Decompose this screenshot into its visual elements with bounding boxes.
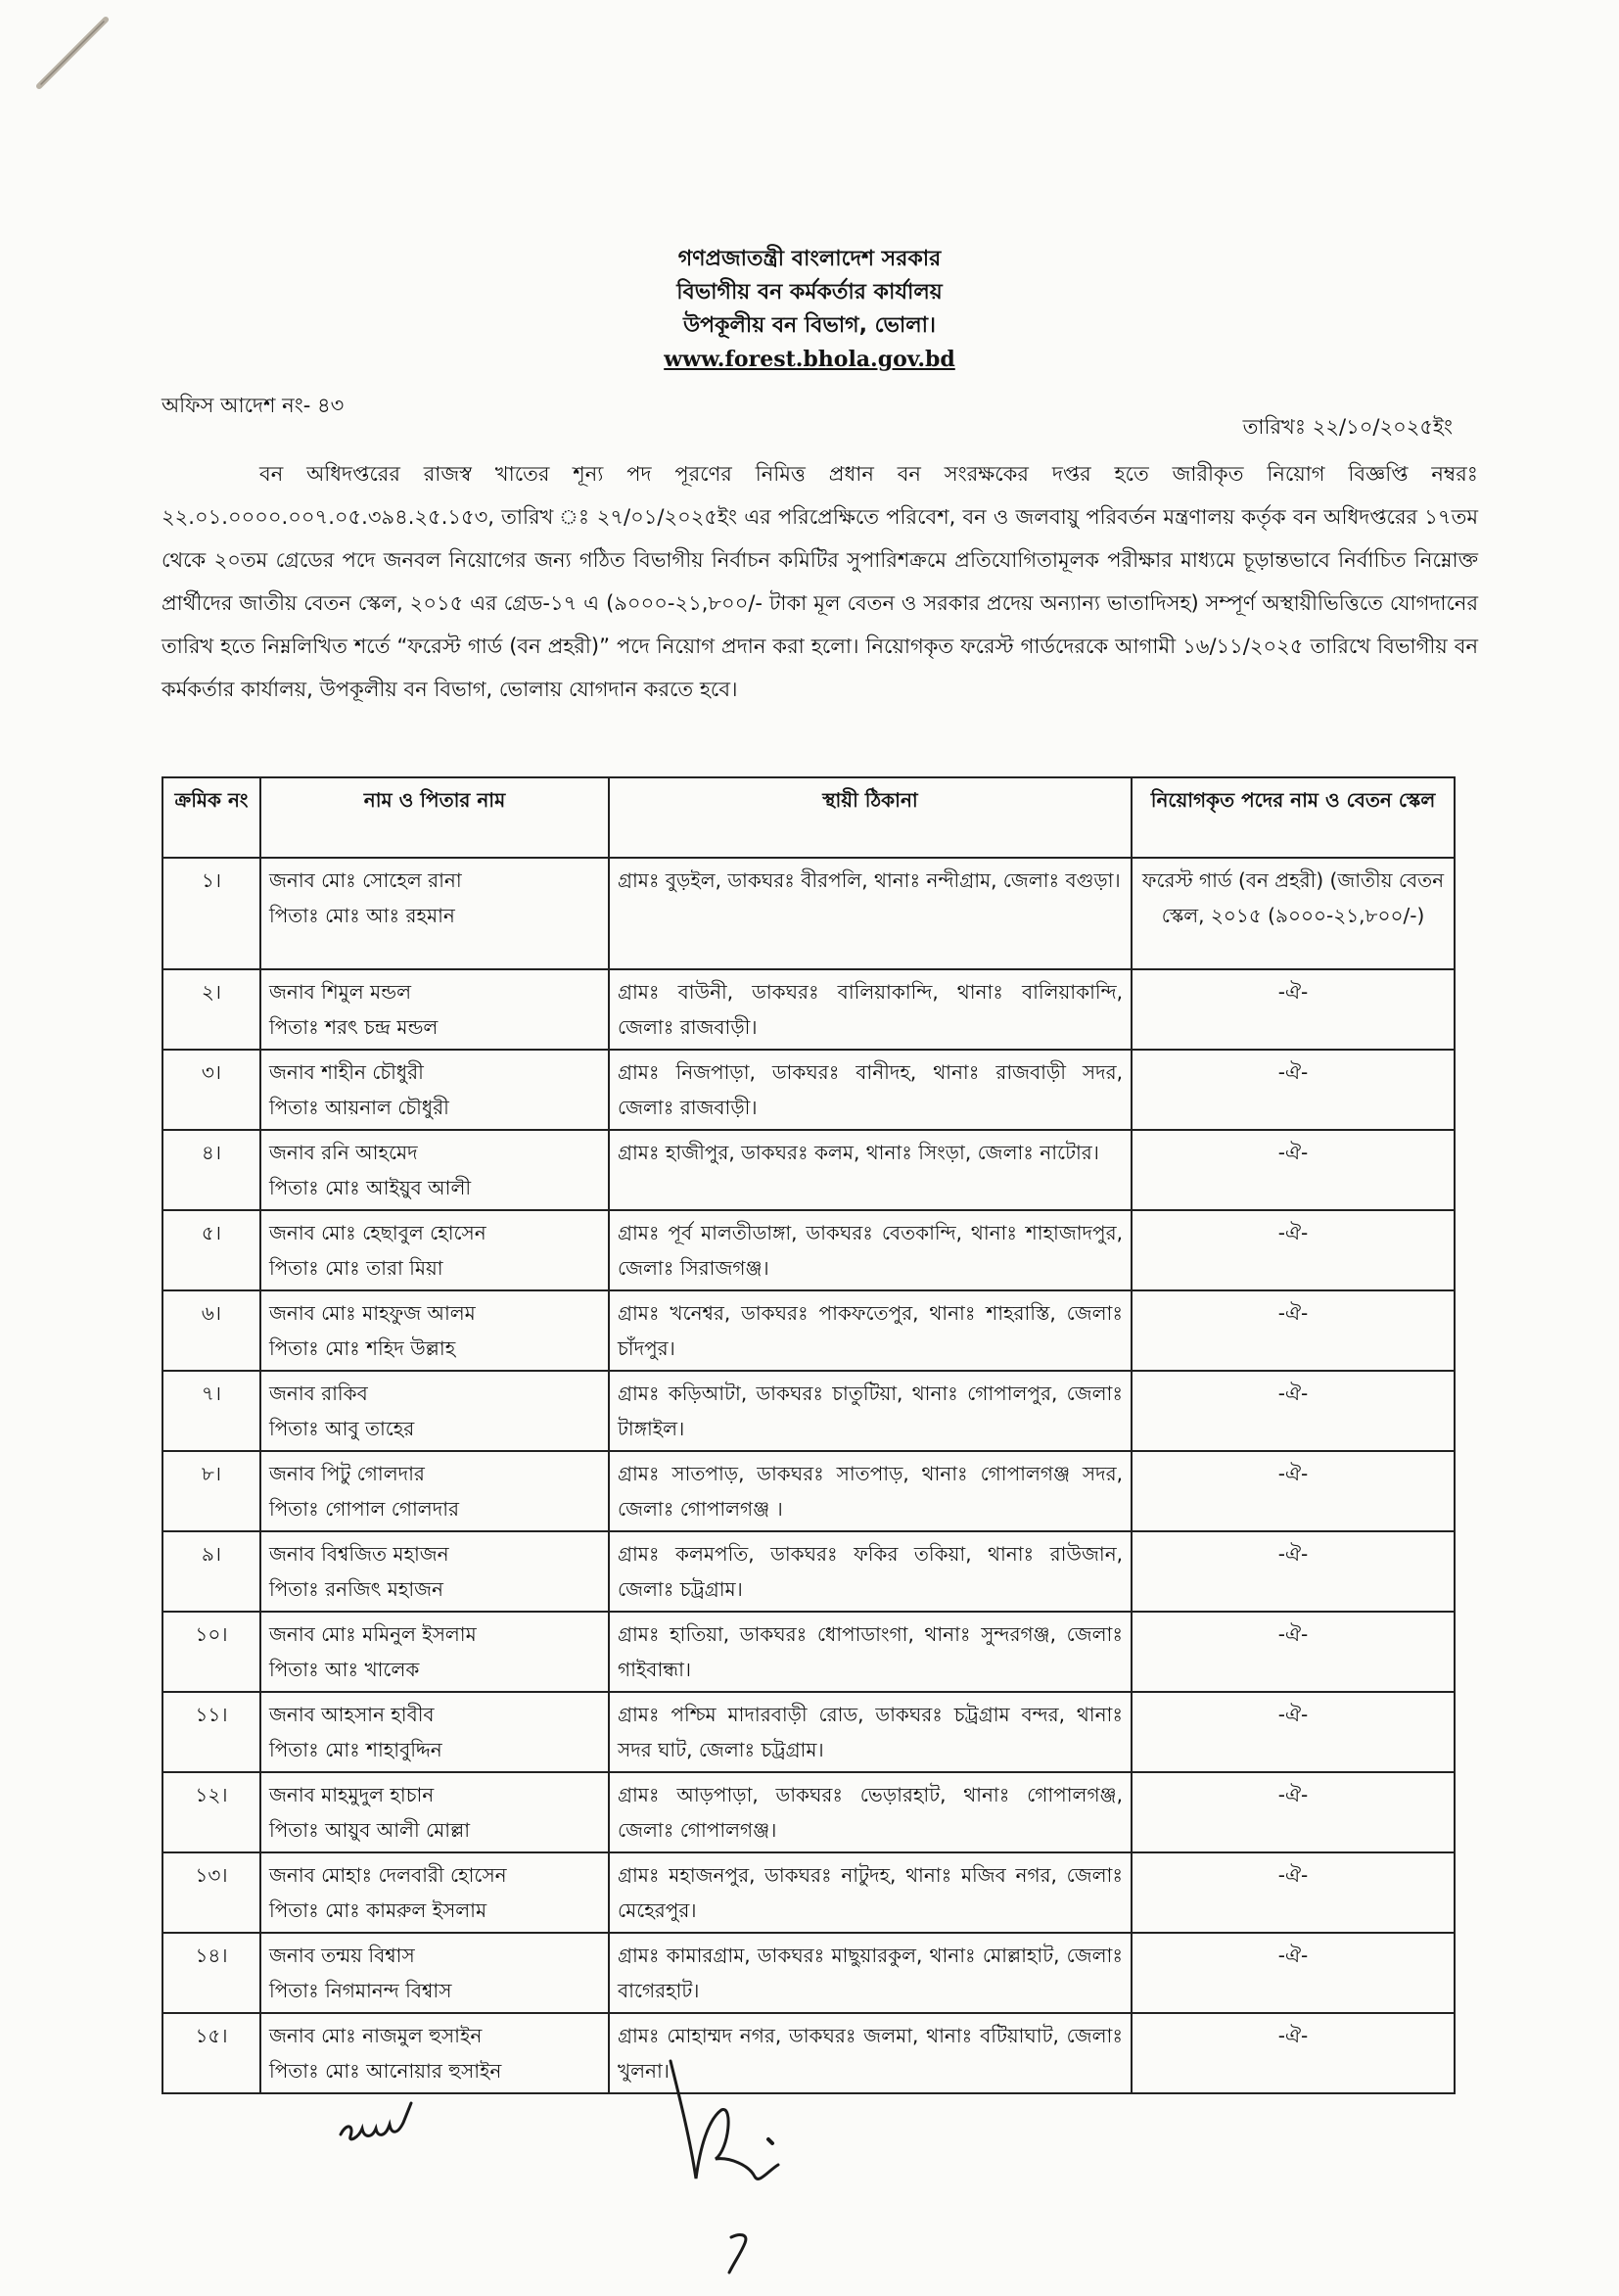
table-row	[162, 1772, 1455, 1852]
row-post: -ঐ-	[1132, 1371, 1455, 1451]
candidate-name: জনাব মোঃ হেছাবুল হোসেন	[269, 1221, 486, 1244]
order-date: তারিখঃ ২২/১০/২০২৫ইং	[1242, 415, 1453, 439]
row-post: -ঐ-	[1132, 1050, 1455, 1130]
row-post: -ঐ-	[1132, 1933, 1455, 2013]
row-post: -ঐ-	[1132, 1852, 1455, 1933]
candidate-name: জনাব তন্ময় বিশ্বাস	[269, 1944, 415, 1967]
table-row	[162, 969, 1455, 1050]
candidate-name: জনাব আহসান হাবীব	[269, 1703, 435, 1726]
row-name-cell	[260, 1612, 609, 1692]
header-serial: ক্রমিক নং	[162, 777, 260, 858]
father-name: পিতাঃ মোঃ আনোয়ার হুসাইন	[269, 2059, 502, 2083]
row-post: -ঐ-	[1132, 1451, 1455, 1531]
row-post: -ঐ-	[1132, 1210, 1455, 1290]
table-header-row	[162, 777, 1455, 858]
row-serial: ৩।	[162, 1050, 260, 1130]
order-body-text: বন অধিদপ্তরের রাজস্ব খাতের শূন্য পদ পূরণের নিমিত্ত প্রধান বন সংরক্ষকের দপ্তর হতে জারীকৃত নিয়োগ বিজ্ঞপ্তি নম্বরঃ ২২.০১.০০০০.০০৭.০৫.৩৯৪.২৫.১৫৩, তারিখ ঃ ২৭/০১/২০২৫ইং এর পরিপ্রেক্ষিতে পরিবেশ, বন ও জলবায়ু পরিবর্তন মন্ত্রণালয় কর্তৃক বন অধিদপ্তরের ১৭তম থেকে ২০তম গ্রেডের পদে জনবল নিয়োগের জন্য গঠিত বিভাগীয় নির্বাচন কমিটির সুপারিশক্রমে প্রতিযোগিতামূলক পরীক্ষার মাধ্যমে চূড়ান্তভাবে নির্বাচিত নিম্নোক্ত প্রার্থীদের জাতীয় বেতন স্কেল, ২০১৫ এর গ্রেড-১৭ এ (৯০০০-২১,৮০০/- টাকা মূল বেতন ও সরকার প্রদেয় অন্যান্য ভাতাদিসহ) সম্পূর্ণ অস্থায়ীভিত্তিতে যোগদানের তারিখ হতে নিম্নলিখিত শর্তে “ফরেস্ট গার্ড (বন প্রহরী)” পদে নিয়োগ প্রদান করা হলো। নিয়োগকৃত ফরেস্ট গার্ডদেরকে আগামী ১৬/১১/২০২৫ তারিখে বিভাগীয় বন কর্মকর্তার কার্যালয়, উপকূলীয় বন বিভাগ, ভোলায় যোগদান করতে হবে।	[162, 462, 1478, 701]
table-row	[162, 1210, 1455, 1290]
row-name-cell	[260, 969, 609, 1050]
candidate-name: জনাব বিশ্বজিত মহাজন	[269, 1542, 449, 1566]
row-post: -ঐ-	[1132, 1130, 1455, 1210]
row-serial: ১০।	[162, 1612, 260, 1692]
candidate-name: জনাব মাহমুদুল হাচান	[269, 1783, 435, 1806]
candidate-name: জনাব মোঃ মমিনুল ইসলাম	[269, 1622, 477, 1646]
father-name: পিতাঃ মোঃ আঃ রহমান	[269, 904, 455, 927]
row-address: গ্রামঃ কলমপতি, ডাকঘরঃ ফকির তকিয়া, থানাঃ রাউজান, জেলাঃ চট্রগ্রাম।	[609, 1531, 1132, 1612]
division-title: উপকূলীয় বন বিভাগ, ভোলা।	[683, 313, 936, 338]
row-serial: ১৫।	[162, 2013, 260, 2093]
row-name-cell	[260, 1531, 609, 1612]
row-serial: ৬।	[162, 1290, 260, 1371]
table-row	[162, 1852, 1455, 1933]
candidate-name: জনাব মোঃ সোহেল রানা	[269, 868, 462, 892]
father-name: পিতাঃ রনজিৎ মহাজন	[269, 1577, 443, 1601]
father-name: পিতাঃ মোঃ শাহাবুদ্দিন	[269, 1738, 442, 1761]
row-serial: ১৪।	[162, 1933, 260, 2013]
father-name: পিতাঃ নিগমানন্দ বিশ্বাস	[269, 1979, 452, 2002]
row-name-cell	[260, 1290, 609, 1371]
row-address: গ্রামঃ আড়পাড়া, ডাকঘরঃ ভেড়ারহাট, থানাঃ গোপালগঞ্জ, জেলাঃ গোপালগঞ্জ।	[609, 1772, 1132, 1852]
appointee-table	[162, 776, 1456, 2094]
father-name: পিতাঃ আবু তাহের	[269, 1417, 415, 1440]
candidate-name: জনাব শিমুল মন্ডল	[269, 980, 412, 1004]
candidate-name: জনাব রনি আহমেদ	[269, 1141, 418, 1164]
initials-signature	[333, 2095, 421, 2154]
row-address: গ্রামঃ পশ্চিম মাদারবাড়ী রোড, ডাকঘরঃ চট্রগ্রাম বন্দর, থানাঃ সদর ঘাট, জেলাঃ চট্রগ্রাম।	[609, 1692, 1132, 1772]
table-row	[162, 1692, 1455, 1772]
letterhead	[0, 243, 1619, 376]
row-serial: ১১।	[162, 1692, 260, 1772]
table-row	[162, 1451, 1455, 1531]
row-address: গ্রামঃ পূর্ব মালতীডাঙ্গা, ডাকঘরঃ বেতকান্দি, থানাঃ শাহাজাদপুর, জেলাঃ সিরাজগঞ্জ।	[609, 1210, 1132, 1290]
header-address: স্থায়ী ঠিকানা	[609, 777, 1132, 858]
row-serial: ১৩।	[162, 1852, 260, 1933]
row-serial: ৫।	[162, 1210, 260, 1290]
row-address: গ্রামঃ হাতিয়া, ডাকঘরঃ ধোপাডাংগা, থানাঃ সুন্দরগঞ্জ, জেলাঃ গাইবান্ধা।	[609, 1612, 1132, 1692]
row-name-cell	[260, 1050, 609, 1130]
row-address: গ্রামঃ কামারগ্রাম, ডাকঘরঃ মাছুয়ারকুল, থানাঃ মোল্লাহাট, জেলাঃ বাগেরহাট।	[609, 1933, 1132, 2013]
table-row	[162, 1531, 1455, 1612]
row-address: গ্রামঃ কড়িআটা, ডাকঘরঃ চাতুটিয়া, থানাঃ গোপালপুর, জেলাঃ টাঙ্গাইল।	[609, 1371, 1132, 1451]
row-name-cell	[260, 1852, 609, 1933]
row-post: -ঐ-	[1132, 969, 1455, 1050]
office-title: বিভাগীয় বন কর্মকর্তার কার্যালয়	[676, 280, 943, 305]
officer-signature	[651, 2041, 817, 2296]
table-row	[162, 1050, 1455, 1130]
row-serial: ১২।	[162, 1772, 260, 1852]
father-name: পিতাঃ মোঃ শহিদ উল্লাহ	[269, 1336, 456, 1360]
row-name-cell	[260, 858, 609, 969]
row-name-cell	[260, 1130, 609, 1210]
row-serial: ৮।	[162, 1451, 260, 1531]
row-post: -ঐ-	[1132, 1612, 1455, 1692]
row-address: গ্রামঃ হাজীপুর, ডাকঘরঃ কলম, থানাঃ সিংড়া, জেলাঃ নাটোর।	[609, 1130, 1132, 1210]
candidate-name: জনাব রাকিব	[269, 1382, 368, 1405]
row-name-cell	[260, 1692, 609, 1772]
pen-stroke-mark	[29, 10, 117, 98]
row-address: গ্রামঃ বাউনী, ডাকঘরঃ বালিয়াকান্দি, থানাঃ বালিয়াকান্দি, জেলাঃ রাজবাড়ী।	[609, 969, 1132, 1050]
table-row	[162, 1933, 1455, 2013]
row-name-cell	[260, 1772, 609, 1852]
row-address: গ্রামঃ মহাজনপুর, ডাকঘরঃ নাটুদহ, থানাঃ মজিব নগর, জেলাঃ মেহেরপুর।	[609, 1852, 1132, 1933]
row-serial: ৪।	[162, 1130, 260, 1210]
table-row	[162, 1371, 1455, 1451]
row-serial: ৯।	[162, 1531, 260, 1612]
father-name: পিতাঃ শরৎ চন্দ্র মন্ডল	[269, 1015, 439, 1039]
row-name-cell	[260, 1933, 609, 2013]
row-name-cell	[260, 2013, 609, 2093]
row-address: গ্রামঃ মোহাম্মদ নগর, ডাকঘরঃ জলমা, থানাঃ বটিয়াঘাট, জেলাঃ খুলনা।	[609, 2013, 1132, 2093]
table-row	[162, 1612, 1455, 1692]
father-name: পিতাঃ মোঃ আইয়ুব আলী	[269, 1176, 472, 1199]
row-address: গ্রামঃ নিজপাড়া, ডাকঘরঃ বানীদহ, থানাঃ রাজবাড়ী সদর, জেলাঃ রাজবাড়ী।	[609, 1050, 1132, 1130]
office-order-number: অফিস আদেশ নং- ৪৩	[162, 394, 345, 417]
row-post: -ঐ-	[1132, 2013, 1455, 2093]
candidate-name: জনাব শাহীন চৌধুরী	[269, 1060, 424, 1084]
candidate-name: জনাব মোঃ মাহফুজ আলম	[269, 1301, 476, 1325]
row-post: -ঐ-	[1132, 1692, 1455, 1772]
candidate-name: জনাব মোহাঃ দেলবারী হোসেন	[269, 1863, 507, 1887]
row-serial: ১।	[162, 858, 260, 969]
header-name: নাম ও পিতার নাম	[260, 777, 609, 858]
candidate-name: জনাব মোঃ নাজমুল হুসাইন	[269, 2024, 483, 2047]
row-post: -ঐ-	[1132, 1290, 1455, 1371]
candidate-name: জনাব পিটু গোলদার	[269, 1462, 425, 1485]
father-name: পিতাঃ আয়নাল চৌধুরী	[269, 1096, 449, 1119]
header-post: নিয়োগকৃত পদের নাম ও বেতন স্কেল	[1132, 777, 1455, 858]
row-address: গ্রামঃ খনেশ্বর, ডাকঘরঃ পাকফতেপুর, থানাঃ শাহরাস্তি, জেলাঃ চাঁদপুর।	[609, 1290, 1132, 1371]
father-name: পিতাঃ আয়ুব আলী মোল্লা	[269, 1818, 471, 1842]
father-name: পিতাঃ মোঃ তারা মিয়া	[269, 1256, 443, 1280]
row-name-cell	[260, 1451, 609, 1531]
row-name-cell	[260, 1371, 609, 1451]
table-row	[162, 1130, 1455, 1210]
father-name: পিতাঃ মোঃ কামরুল ইসলাম	[269, 1898, 487, 1922]
row-post: -ঐ-	[1132, 1531, 1455, 1612]
row-post: ফরেস্ট গার্ড (বন প্রহরী) (জাতীয় বেতন স্কেল, ২০১৫ (৯০০০-২১,৮০০/-)	[1132, 858, 1455, 969]
gov-title: গণপ্রজাতন্ত্রী বাংলাদেশ সরকার	[677, 247, 942, 271]
father-name: পিতাঃ গোপাল গোলদার	[269, 1497, 460, 1521]
row-name-cell	[260, 1210, 609, 1290]
row-address: গ্রামঃ সাতপাড়, ডাকঘরঃ সাতপাড়, থানাঃ গোপালগঞ্জ সদর, জেলাঃ গোপালগঞ্জ ।	[609, 1451, 1132, 1531]
father-name: পিতাঃ আঃ খালেক	[269, 1658, 420, 1681]
row-serial: ৭।	[162, 1371, 260, 1451]
row-address: গ্রামঃ বুড়ইল, ডাকঘরঃ বীরপলি, থানাঃ নন্দীগ্রাম, জেলাঃ বগুড়া।	[609, 858, 1132, 969]
table-row	[162, 858, 1455, 969]
table-row	[162, 1290, 1455, 1371]
website-link[interactable]: www.forest.bhola.gov.bd	[664, 347, 955, 372]
row-post: -ঐ-	[1132, 1772, 1455, 1852]
row-serial: ২।	[162, 969, 260, 1050]
